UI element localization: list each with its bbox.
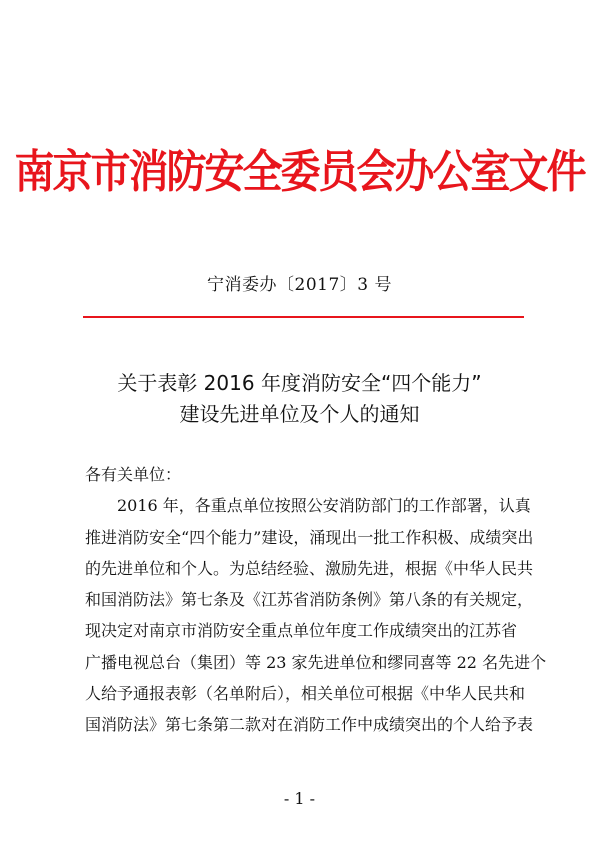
body-line: 现决定对南京市消防安全重点单位年度工作成绩突出的江苏省 (85, 621, 518, 641)
notice-title-line-2: 建设先进单位及个人的通知 (179, 402, 420, 426)
salutation: 各有关单位： (85, 465, 182, 484)
notice-title-line-1: 关于表彰 2016 年度消防安全“四个能力” (117, 371, 482, 395)
notice-body (85, 459, 547, 741)
document-number: 宁消委办〔2017〕3 号 (207, 275, 392, 295)
body-line: 2016 年，各重点单位按照公安消防部门的工作部署，认真 (117, 496, 531, 516)
masthead-title: 南京市消防安全委员会办公室文件 (14, 146, 585, 199)
body-line: 和国消防法》第七条及《江苏省消防条例》第八条的有关规定， (85, 590, 534, 610)
body-line: 推进消防安全“四个能力”建设，涌现出一批工作积极、成绩突出 (85, 527, 534, 547)
body-line: 人给予通报表彰（名单附后），相关单位可根据《中华人民共和 (85, 684, 526, 704)
notice-title (0, 368, 599, 430)
body-line: 广播电视总台（集团）等 23 家先进单位和缪同喜等 22 名先进个 (85, 652, 547, 672)
red-divider-line (83, 316, 524, 318)
body-line: 国消防法》第七条第二款对在消防工作中成绩突出的个人给予表 (85, 715, 534, 735)
page-number: - 1 - (283, 789, 316, 808)
body-line: 的先进单位和个人。为总结经验、激励先进，根据《中华人民共 (85, 558, 534, 578)
